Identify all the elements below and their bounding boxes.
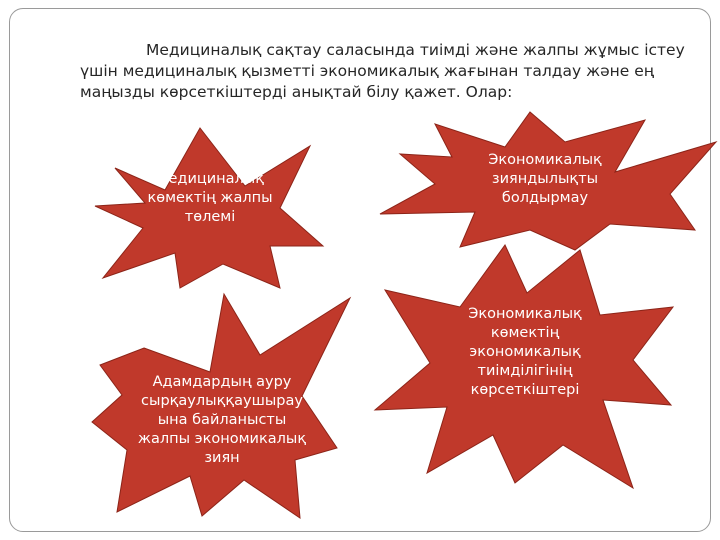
star-label: Экономикалық көмектің экономикалық тиімділігінің көрсеткіштері (468, 306, 582, 398)
star-medical-payment (95, 128, 325, 288)
star-label: Экономикалық зияндылықты болдырмау (488, 151, 602, 206)
star-efficiency-indicators (375, 245, 675, 490)
star-total-economic-loss (92, 290, 352, 522)
star-label: Адамдардың ауру сырқаулыққаушырау ына байланысты жалпы экономикалық зиян (137, 373, 307, 466)
star-label: Медициналық көмектің жалпы төлемі (147, 170, 273, 225)
star-prevent-economic-harm (380, 112, 716, 252)
intro-paragraph: Медициналық сақтау саласында тиімді және жалпы жұмыс істеу үшін медициналық қызметті экономикалық жағынан талдау және ең маңызды көрсеткіштерді анықтай білу қажет. Олар: (80, 41, 685, 101)
